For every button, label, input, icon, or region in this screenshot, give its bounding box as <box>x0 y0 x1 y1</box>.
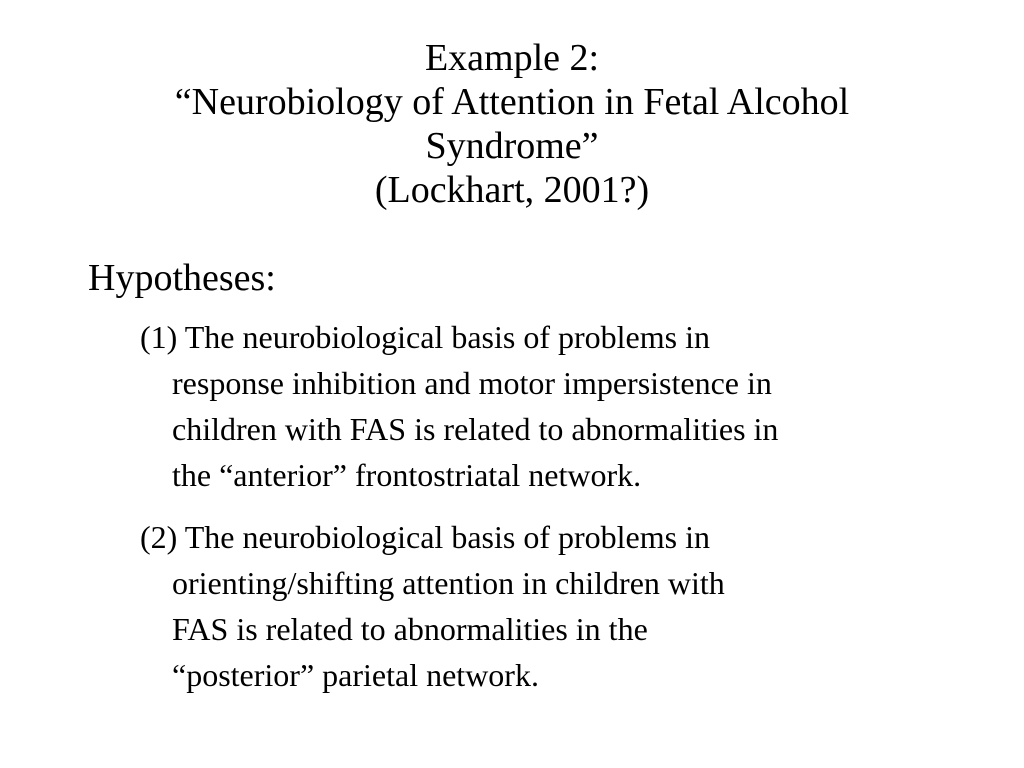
hypothesis-1-line-1: (1) The neurobiological basis of problems in <box>140 319 710 355</box>
hypothesis-2-line-3: FAS is related to abnormalities in the <box>172 611 648 647</box>
hypothesis-2-line-2: orienting/shifting attention in children with <box>172 565 725 601</box>
hypothesis-2 <box>140 514 960 698</box>
hypotheses-heading: Hypotheses: <box>88 257 276 299</box>
hypothesis-2-line-1: (2) The neurobiological basis of problems in <box>140 519 710 555</box>
hypothesis-1 <box>140 314 960 498</box>
slide-title <box>0 36 1024 212</box>
hypothesis-1-line-3: children with FAS is related to abnormalities in <box>172 411 779 447</box>
title-line-3: Syndrome” <box>425 125 599 167</box>
hypothesis-1-line-2: response inhibition and motor impersistence in <box>172 365 772 401</box>
title-line-2: “Neurobiology of Attention in Fetal Alcohol <box>174 81 850 123</box>
hypothesis-1-line-4: the “anterior” frontostriatal network. <box>172 457 642 493</box>
title-line-1: Example 2: <box>424 37 600 79</box>
hypothesis-2-line-4: “posterior” parietal network. <box>172 657 539 693</box>
title-line-4: (Lockhart, 2001?) <box>374 169 650 211</box>
